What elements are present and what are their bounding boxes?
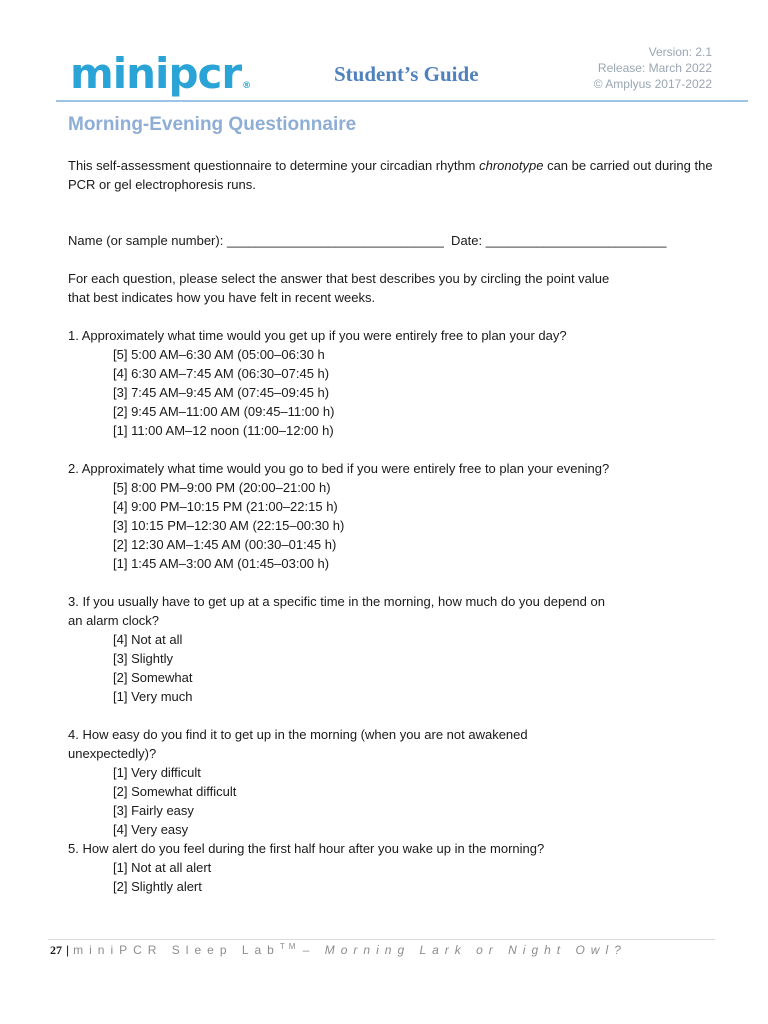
question-text: 1. Approximately what time would you get up if you were entirely free to plan your day?	[68, 328, 567, 343]
answer-options	[68, 345, 718, 440]
answer-option: [2] 12:30 AM–1:45 AM (00:30–01:45 h)	[113, 537, 337, 552]
answer-option: [1] Not at all alert	[113, 860, 212, 875]
intro-emphasis: chronotype	[479, 158, 544, 173]
answer-option: [3] Slightly	[113, 651, 173, 666]
page-number: 27	[50, 943, 62, 957]
answer-option: [4] Very easy	[113, 822, 189, 837]
answer-option: [1] Very difficult	[113, 765, 201, 780]
instructions-paragraph: For each question, please select the answer that best describes you by circling the point value that best indicates how you have felt in recent weeks.	[68, 271, 610, 305]
answer-options	[68, 858, 718, 896]
version-label: Version: 2.1	[648, 45, 712, 59]
footer-subtitle: – Morning Lark or Night Owl?	[302, 943, 627, 957]
answer-option: [1] 11:00 AM–12 noon (11:00–12:00 h)	[113, 423, 334, 438]
header-divider	[56, 100, 748, 102]
section-title: Morning-Evening Questionnaire	[68, 114, 357, 135]
name-date-line: Name (or sample number): ______________________________ Date: _________________________	[68, 233, 667, 248]
logo-text: minipcr	[70, 49, 242, 98]
page-content	[68, 112, 718, 915]
question-text: 4. How easy do you find it to get up in the morning (when you are not awakened unexpectedly)?	[68, 727, 528, 761]
question-1	[68, 326, 718, 440]
footer-divider	[48, 939, 715, 940]
answer-option: [5] 5:00 AM–6:30 AM (05:00–06:30 h	[113, 347, 325, 362]
answer-option: [3] Fairly easy	[113, 803, 194, 818]
answer-option: [2] Somewhat difficult	[113, 784, 237, 799]
copyright-label: © Amplyus 2017-2022	[593, 77, 712, 91]
answer-option: [4] 6:30 AM–7:45 AM (06:30–07:45 h)	[113, 366, 330, 381]
guide-title: Student’s Guide	[334, 62, 479, 86]
question-3	[68, 592, 718, 706]
answer-option: [4] Not at all	[113, 632, 183, 647]
question-text: 5. How alert do you feel during the first half hour after you wake up in the morning?	[68, 841, 545, 856]
answer-option: [2] Somewhat	[113, 670, 193, 685]
minipcr-logo	[70, 48, 250, 100]
question-text: 2. Approximately what time would you go to bed if you were entirely free to plan your evening?	[68, 461, 610, 476]
answer-options	[68, 630, 718, 706]
page-header	[0, 0, 768, 104]
trademark-mark: TM	[279, 942, 300, 951]
question-2	[68, 459, 718, 573]
question-5	[68, 839, 718, 896]
release-label: Release: March 2022	[597, 61, 712, 75]
answer-option: [2] Slightly alert	[113, 879, 202, 894]
page-footer	[50, 942, 627, 958]
intro-text-start: This self-assessment questionnaire to determine your circadian rhythm	[68, 158, 480, 173]
footer-separator: |	[66, 943, 70, 957]
answer-option: [3] 10:15 PM–12:30 AM (22:15–00:30 h)	[113, 518, 345, 533]
answer-option: [5] 8:00 PM–9:00 PM (20:00–21:00 h)	[113, 480, 331, 495]
intro-text-end: can be carried out during the PCR or gel electrophoresis runs.	[68, 158, 713, 192]
footer-product: miniPCR Sleep Lab	[73, 943, 280, 957]
answer-option: [3] 7:45 AM–9:45 AM (07:45–09:45 h)	[113, 385, 330, 400]
answer-option: [4] 9:00 PM–10:15 PM (21:00–22:15 h)	[113, 499, 338, 514]
question-4	[68, 725, 718, 839]
question-text: 3. If you usually have to get up at a specific time in the morning, how much do you depend on an alarm clock?	[68, 594, 605, 628]
answer-option: [1] Very much	[113, 689, 193, 704]
intro-paragraph	[68, 156, 718, 194]
document-meta	[594, 44, 712, 92]
answer-options	[68, 478, 718, 573]
registered-mark: ®	[242, 81, 251, 91]
answer-option: [2] 9:45 AM–11:00 AM (09:45–11:00 h)	[113, 404, 335, 419]
answer-options	[68, 763, 718, 839]
answer-option: [1] 1:45 AM–3:00 AM (01:45–03:00 h)	[113, 556, 330, 571]
